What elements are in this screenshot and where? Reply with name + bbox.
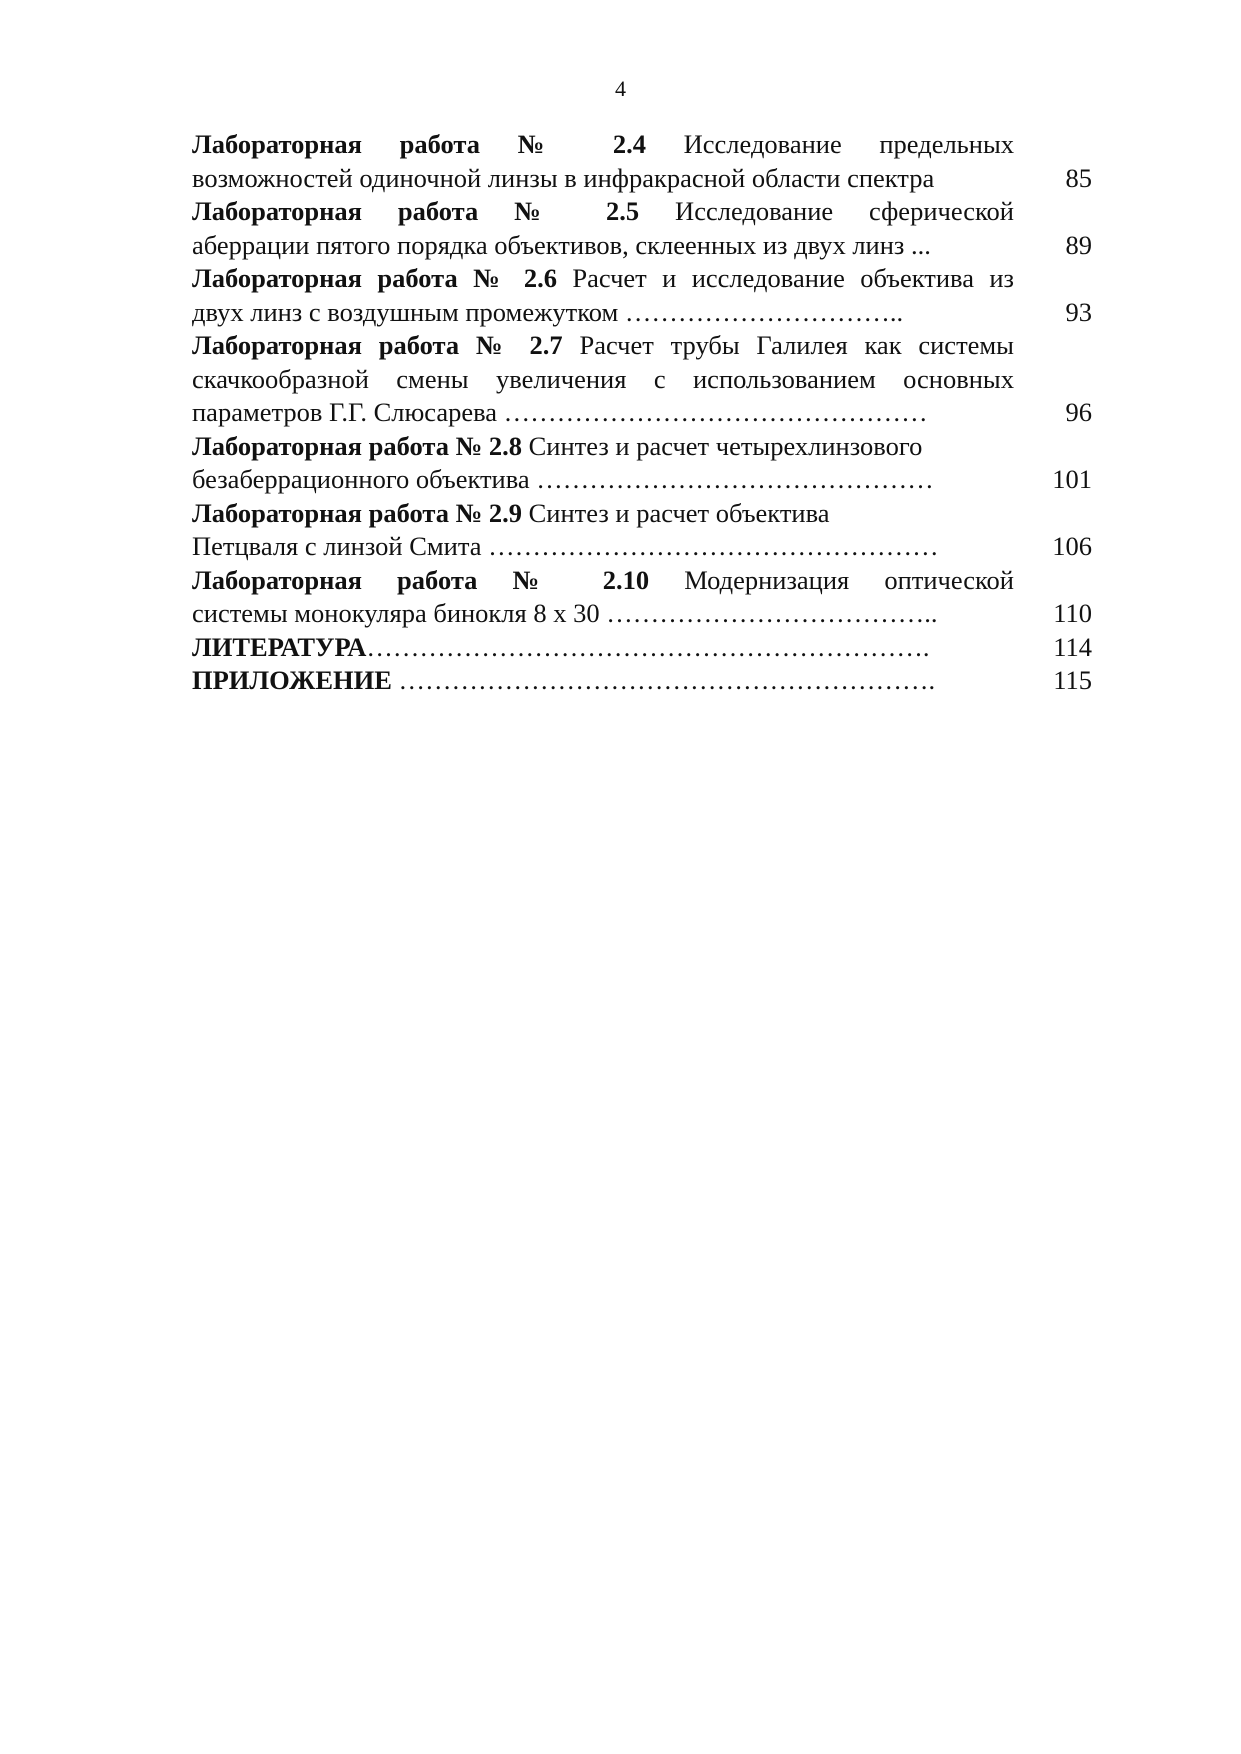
toc-entry-bold: Лабораторная работа № 2.4 [192, 129, 647, 159]
toc-entry-text [192, 329, 1014, 363]
toc-entry-text [192, 631, 1014, 665]
toc-entry-text [192, 229, 1014, 263]
toc-entry-bold: ЛИТЕРАТУРА [192, 631, 367, 662]
toc-line [192, 597, 1092, 631]
toc-line [192, 363, 1092, 397]
toc-page-number: 101 [1052, 464, 1092, 494]
toc-entry-bold: Лабораторная работа № 2.9 [192, 497, 522, 528]
toc-entry-title: параметров Г.Г. Слюсарева ………………………………………… [192, 397, 928, 427]
toc-page-number: 96 [1065, 397, 1092, 427]
toc-entry-title: ……………………………………………………. [391, 665, 936, 695]
toc-entry-bold: Лабораторная работа № 2.8 [192, 430, 522, 461]
toc-line [192, 463, 1092, 497]
toc-page-number: 110 [1053, 598, 1092, 628]
toc-entry-bold: Лабораторная работа № 2.6 [192, 263, 557, 293]
toc-entry-text [192, 396, 1014, 430]
toc-entry-bold: Лабораторная работа № 2.5 [192, 196, 640, 226]
toc-entry-text [192, 463, 1014, 497]
toc-entry-bold: ПРИЛОЖЕНИЕ [192, 665, 392, 695]
toc-entry-title: Петцваля с линзой Смита …………………………………………… [192, 531, 939, 561]
toc-line [192, 262, 1092, 296]
toc-entry-title: безаберрационного объектива ……………………………………… [192, 464, 934, 494]
toc-line [192, 162, 1092, 196]
toc-entry-title: Исследование предельных [646, 129, 1014, 159]
toc-entry-title: Модернизация оптической [649, 564, 1014, 595]
toc-entry-text [192, 128, 1014, 162]
toc-line [192, 128, 1092, 162]
toc-page-number: 85 [1065, 162, 1092, 193]
toc-entry-title: аберрации пятого порядка объективов, склеенных из двух линз ... [192, 229, 931, 260]
toc-entry-text [192, 530, 1014, 564]
toc-line [192, 396, 1092, 430]
toc-entry-title: возможностей одиночной линзы в инфракрасной области спектра [192, 162, 935, 193]
toc-line [192, 229, 1092, 263]
toc-page-number: 106 [1052, 531, 1092, 561]
toc-entry-title: скачкообразной смены увеличения с использованием основных [192, 363, 1014, 394]
toc-entry-text [192, 497, 1014, 531]
table-of-contents [192, 128, 1092, 698]
toc-entry-title: Исследование сферической [639, 196, 1014, 226]
toc-line [192, 497, 1092, 531]
toc-entry-text [192, 262, 1014, 296]
toc-entry-title: Расчет и исследование объектива из [556, 263, 1014, 293]
toc-page-number: 115 [1053, 665, 1092, 695]
toc-entry-title: двух линз с воздушным промежутком ………………………….. [192, 296, 904, 327]
toc-line [192, 296, 1092, 330]
toc-line [192, 631, 1092, 665]
toc-line [192, 664, 1092, 698]
toc-entry-text [192, 363, 1014, 397]
toc-entry-text [192, 195, 1014, 229]
toc-entry-title: Расчет трубы Галилея как системы [562, 330, 1014, 360]
toc-page-number: 93 [1065, 296, 1092, 327]
toc-page-number: 89 [1065, 229, 1092, 260]
toc-entry-text [192, 597, 1014, 631]
page-number: 4 [615, 76, 626, 101]
toc-entry-title: Синтез и расчет объектива [521, 497, 830, 528]
toc-page-number: 114 [1053, 631, 1092, 662]
toc-line [192, 329, 1092, 363]
toc-entry-bold: Лабораторная работа № 2.7 [192, 330, 563, 360]
toc-line [192, 195, 1092, 229]
toc-entry-text [192, 430, 1014, 464]
toc-entry-title: ………………………………………………………. [366, 631, 930, 662]
toc-entry-text [192, 664, 1014, 698]
toc-line [192, 530, 1092, 564]
toc-entry-bold: Лабораторная работа № 2.10 [192, 564, 650, 595]
toc-entry-text [192, 564, 1014, 598]
toc-entry-title: системы монокуляра бинокля 8 х 30 ……………………………….. [192, 598, 938, 628]
toc-line [192, 564, 1092, 598]
toc-line [192, 430, 1092, 464]
toc-entry-title: Синтез и расчет четырехлинзового [521, 430, 923, 461]
toc-entry-text [192, 162, 1014, 196]
toc-entry-text [192, 296, 1014, 330]
